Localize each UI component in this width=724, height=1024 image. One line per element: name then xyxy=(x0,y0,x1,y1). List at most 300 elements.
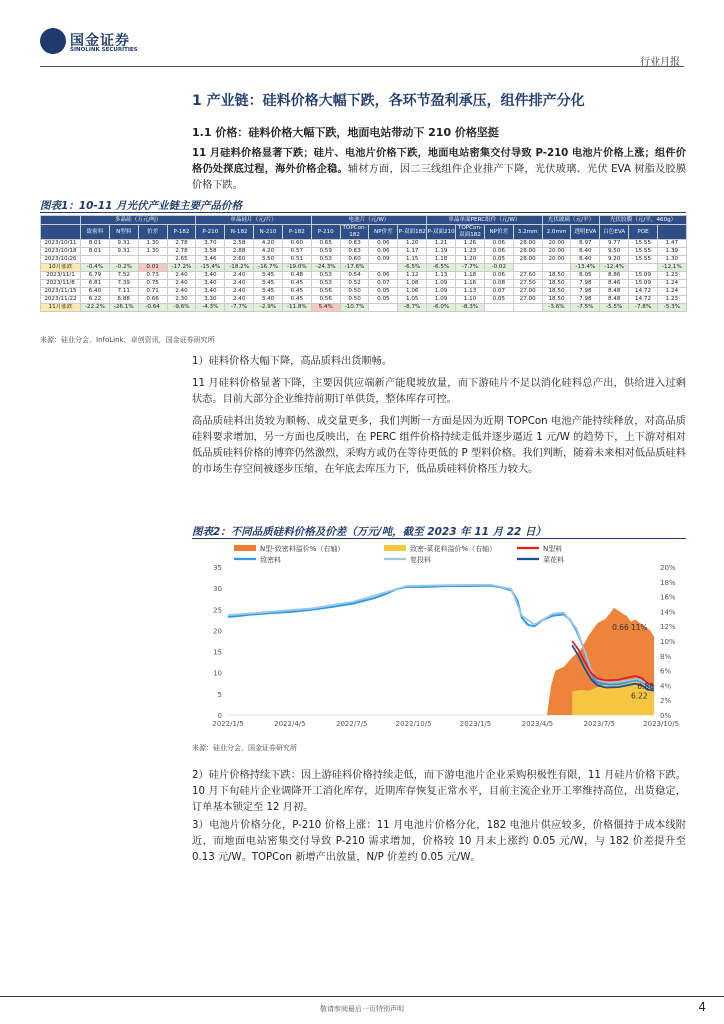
table-cell: 3.40 xyxy=(254,296,283,304)
table-cell xyxy=(109,256,138,264)
table-cell: 1.30 xyxy=(657,256,686,264)
subsection-title: 1.1 价格：硅料价格大幅下跌，地面电站带动下 210 价格坚挺 xyxy=(192,126,499,139)
table-cell: 0.53 xyxy=(311,280,340,288)
y-right-tick-label: 14% xyxy=(660,608,676,617)
table-cell: 8.97 xyxy=(571,240,600,248)
y-left-tick-label: 20 xyxy=(213,627,222,636)
table-cell: 2023/11/8 xyxy=(41,280,81,288)
table-cell: 1.12 xyxy=(398,272,427,280)
table-cell: 7.11 xyxy=(109,288,138,296)
table-cell: 8.46 xyxy=(600,280,629,288)
item3-title: 3）电池片价格分化，P-210 价格上涨： xyxy=(192,820,377,831)
table-cell: 1.24 xyxy=(657,280,686,288)
table-row xyxy=(41,264,687,272)
table-cell: 0.06 xyxy=(484,240,513,248)
table-cell: 2.40 xyxy=(167,280,196,288)
table-row xyxy=(41,272,687,280)
y-left-tick-label: 30 xyxy=(213,585,222,594)
table-cell: 7.98 xyxy=(571,296,600,304)
table-group-header: 电池片（元/W） xyxy=(311,216,426,225)
legend-label: N型-致密料溢价%（右轴） xyxy=(260,545,345,553)
table-cell: 2.30 xyxy=(167,296,196,304)
table-column-header: N型料 xyxy=(109,225,138,240)
table-cell: 9.20 xyxy=(600,256,629,264)
table-cell: 1.18 xyxy=(456,272,485,280)
table-cell: 6.81 xyxy=(81,280,110,288)
table-cell: 7.39 xyxy=(109,280,138,288)
table-group-header: 单晶单面PERC组件（元/W） xyxy=(427,216,542,225)
table-cell: 28.00 xyxy=(513,248,542,256)
table-cell: 3.30 xyxy=(196,296,225,304)
table-cell: 1.16 xyxy=(456,280,485,288)
data-label: 6.22 xyxy=(630,691,648,701)
table-cell: 2.40 xyxy=(167,272,196,280)
table-cell: 1.24 xyxy=(657,288,686,296)
table-cell: 0.60 xyxy=(282,240,311,248)
table-cell xyxy=(81,256,110,264)
table-cell: 3.46 xyxy=(196,256,225,264)
document-type: 行业月报 xyxy=(640,57,680,68)
table-cell: 3.45 xyxy=(254,280,283,288)
table-cell: -6.0% xyxy=(427,304,456,312)
y-left-tick-label: 10 xyxy=(213,669,222,678)
table-cell: 18.50 xyxy=(542,288,571,296)
table-cell: 0.57 xyxy=(282,248,311,256)
table-column-header: 3.2mm xyxy=(513,225,542,240)
table-cell: 0.06 xyxy=(484,272,513,280)
table-cell: 2.40 xyxy=(167,288,196,296)
legend-label: 菜花料 xyxy=(543,556,564,564)
table-cell: 2023/11/15 xyxy=(41,288,81,296)
table-row xyxy=(41,256,687,264)
figure1-divider xyxy=(40,212,686,213)
table-cell: 27.00 xyxy=(513,288,542,296)
table-cell: 1.23 xyxy=(657,272,686,280)
table-cell: 0.75 xyxy=(138,280,167,288)
table-cell: -19.0% xyxy=(282,264,311,272)
table-cell: -0.4% xyxy=(81,264,110,272)
table-cell: -5.5% xyxy=(600,304,629,312)
table-column-header: TOPCon-双面182 xyxy=(456,225,485,240)
table-cell: 6.40 xyxy=(81,288,110,296)
item2-title: 2）硅片价格持续下跌： xyxy=(192,770,301,781)
table-cell: 0.51 xyxy=(282,256,311,264)
table-cell: 8.40 xyxy=(571,248,600,256)
intro-bold: 11 月硅料价格显著下跌；硅片、电池片价格下跌，地面电站密集交付导致 P-210 电池片价格上涨；组件价格仍处探底过程，海外价格企稳。 xyxy=(192,148,686,175)
table-row xyxy=(41,304,687,312)
table-cell: -8.3% xyxy=(456,304,485,312)
table-cell: 28.00 xyxy=(513,256,542,264)
table-cell: -13.4% xyxy=(571,264,600,272)
table-cell: -3.6% xyxy=(542,304,571,312)
data-label: 6.88 xyxy=(637,681,654,691)
figure1-source: 来源：硅业分会、InfoLink、卓创资讯，国金证券研究所 xyxy=(40,336,215,344)
table-cell: -26.1% xyxy=(109,304,138,312)
table-cell: 9.77 xyxy=(600,240,629,248)
table-cell: 2.40 xyxy=(225,272,254,280)
intro-rest: 辅材方面，因二三线组件企业排产下降，光伏玻璃、光伏 EVA 树脂及胶膜价格下跌。 xyxy=(192,164,687,191)
header-divider xyxy=(40,66,684,67)
x-tick-label: 2023/7/5 xyxy=(583,720,615,728)
table-cell: 1.05 xyxy=(398,296,427,304)
table-column-header: N-210 xyxy=(254,225,283,240)
table-cell: 8.01 xyxy=(81,240,110,248)
table-cell: 0.65 xyxy=(311,240,340,248)
table-cell: 1.20 xyxy=(398,240,427,248)
table-cell: 14.72 xyxy=(629,296,658,304)
table-cell: 2.58 xyxy=(225,240,254,248)
table-cell: 15.55 xyxy=(629,256,658,264)
table-cell: -15.4% xyxy=(196,264,225,272)
figure1-title: 图表1：10-11 月光伏产业链主要产品价格 xyxy=(40,200,243,212)
table-column-header: P-182 xyxy=(282,225,311,240)
figure2-source: 来源：硅业分会，国金证券研究所 xyxy=(192,744,297,752)
item2-paragraph xyxy=(192,768,686,816)
price-table-head xyxy=(41,216,687,240)
table-cell xyxy=(629,264,658,272)
y-right-tick-label: 18% xyxy=(660,578,676,587)
table-cell: 1.15 xyxy=(398,256,427,264)
table-group-header: 多晶硅（万元/吨） xyxy=(81,216,196,225)
table-cell: 2023/11/1 xyxy=(41,272,81,280)
table-cell: 10月涨跌 xyxy=(41,264,81,272)
table-cell: -6.5% xyxy=(427,264,456,272)
table-column-header: N-182 xyxy=(225,225,254,240)
table-cell: 8.05 xyxy=(571,272,600,280)
y-left-tick-label: 25 xyxy=(213,606,222,615)
table-cell: 2.78 xyxy=(167,248,196,256)
table-column-header: 透明EVA xyxy=(571,225,600,240)
x-tick-label: 2023/10/5 xyxy=(643,720,680,728)
table-cell: 20.00 xyxy=(542,248,571,256)
y-right-tick-label: 10% xyxy=(660,638,676,646)
table-cell: 0.45 xyxy=(282,296,311,304)
y-right-tick-label: 2% xyxy=(660,697,672,706)
table-cell: -16.7% xyxy=(254,264,283,272)
table-cell: 18.50 xyxy=(542,272,571,280)
section-title: 1 产业链：硅料价格大幅下跌，各环节盈利承压，组件排产分化 xyxy=(192,93,585,109)
table-cell: 0.05 xyxy=(369,296,398,304)
table-group-header-row xyxy=(41,216,687,225)
table-column-header: P-210 xyxy=(196,225,225,240)
table-cell: -2.9% xyxy=(254,304,283,312)
table-cell: 1.17 xyxy=(398,248,427,256)
table-row xyxy=(41,296,687,304)
table-column-header: POE xyxy=(629,225,658,240)
table-cell: -7.8% xyxy=(629,304,658,312)
table-column-header: 价差 xyxy=(138,225,167,240)
table-cell: 6.88 xyxy=(109,296,138,304)
table-cell: 6.79 xyxy=(81,272,110,280)
y-right-tick-label: 8% xyxy=(660,652,672,661)
table-cell: 27.60 xyxy=(513,272,542,280)
table-cell: 0.66 xyxy=(138,296,167,304)
table-cell: -12.4% xyxy=(600,264,629,272)
table-column-header: NP价差 xyxy=(484,225,513,240)
table-cell xyxy=(513,264,542,272)
table-cell: 0.48 xyxy=(282,272,311,280)
table-cell: 3.40 xyxy=(196,272,225,280)
table-cell: 1.26 xyxy=(456,240,485,248)
footer-divider xyxy=(0,996,724,997)
x-tick-label: 2022/1/5 xyxy=(212,720,244,728)
table-column-header: P-双面210 xyxy=(427,225,456,240)
table-column-header: 致密料 xyxy=(81,225,110,240)
table-cell: 1.09 xyxy=(427,296,456,304)
x-tick-label: 2022/7/5 xyxy=(336,720,368,728)
item3-text: 11 月电池片价格分化，182 电池片供应较多，价格僵持于成本线附近，而地面电站密集交付导致 P-210 需求增加，价格较 10 月末上涨约 0.05 元/W，与 182 价差提升至 0.13 元/W。TOPCon 新增产出放量，N/P 价差约 0.05 元/W。 xyxy=(192,820,686,863)
table-row xyxy=(41,280,687,288)
table-cell: 0.05 xyxy=(484,296,513,304)
table-cell: 7.52 xyxy=(109,272,138,280)
table-cell: 0.63 xyxy=(340,248,369,256)
item1-paragraph1: 11 月硅料价格显著下降，主要因供应端新产能爬坡放量，而下游硅片不足以消化硅料总产出，供给进入过剩状态。目前大部分企业维持前期订单供货，整体库存可控。 xyxy=(192,378,686,405)
table-cell: 0.06 xyxy=(369,248,398,256)
table-cell: -7.7% xyxy=(456,264,485,272)
intro-paragraph xyxy=(192,146,686,194)
table-column-header: P-210 xyxy=(311,225,340,240)
table-cell: 1.47 xyxy=(657,240,686,248)
table-cell: 3.40 xyxy=(196,288,225,296)
table-cell: 0.45 xyxy=(282,280,311,288)
table-cell: 1.39 xyxy=(657,248,686,256)
table-cell: 0.09 xyxy=(369,256,398,264)
table-cell: 2.65 xyxy=(167,256,196,264)
table-cell: 1.06 xyxy=(398,288,427,296)
table-cell: -8.7% xyxy=(398,304,427,312)
table-cell: 2.40 xyxy=(225,288,254,296)
table-cell: -9.6% xyxy=(167,304,196,312)
y-right-tick-label: 20% xyxy=(660,564,676,572)
legend-swatch xyxy=(384,545,406,551)
table-column-header: P-双面182 xyxy=(398,225,427,240)
table-cell: -12.1% xyxy=(657,264,686,272)
table-cell: 11月涨跌 xyxy=(41,304,81,312)
silicon-price-chart xyxy=(192,541,686,741)
table-cell: 1.13 xyxy=(427,272,456,280)
x-tick-label: 2022/10/5 xyxy=(395,720,432,728)
table-cell: -0.02 xyxy=(484,264,513,272)
table-group-header: 单晶硅片（元/片） xyxy=(196,216,311,225)
table-cell: 0.63 xyxy=(340,240,369,248)
table-cell: 1.09 xyxy=(427,280,456,288)
table-cell: -7.7% xyxy=(225,304,254,312)
table-cell: 0.52 xyxy=(340,280,369,288)
data-label: 11% xyxy=(630,622,648,632)
price-table-body xyxy=(41,240,687,312)
table-cell: 1.20 xyxy=(456,256,485,264)
table-group-header: 光伏胶膜（元/平，460g） xyxy=(600,216,687,225)
table-cell: 0.07 xyxy=(484,288,513,296)
table-cell: 4.20 xyxy=(254,240,283,248)
item2-text: 因上游硅料价格持续走低，而下游电池片企业采购积极性有限，11 月硅片价格下跌。10 月下旬硅片企业调降开工消化库存，近期库存恢复正常水平，目前主流企业开工率维持高位，出货稳定，订单基本锁定至 12 月初。 xyxy=(192,770,687,813)
y-left-tick-label: 0 xyxy=(217,712,222,720)
table-cell: 5.4% xyxy=(311,304,340,312)
table-cell: 1.09 xyxy=(427,288,456,296)
table-column-header-row xyxy=(41,225,687,240)
table-cell: 20.00 xyxy=(542,256,571,264)
table-cell: 1.13 xyxy=(456,288,485,296)
table-cell: -22.2% xyxy=(81,304,110,312)
table-cell: -17.2% xyxy=(167,264,196,272)
table-cell: 15.09 xyxy=(629,272,658,280)
table-cell: -0.64 xyxy=(138,304,167,312)
table-cell: -24.3% xyxy=(311,264,340,272)
table-cell: 3.40 xyxy=(196,280,225,288)
table-cell: 18.50 xyxy=(542,280,571,288)
table-cell: 27.50 xyxy=(513,280,542,288)
table-cell: 3.70 xyxy=(196,240,225,248)
price-table xyxy=(40,215,687,312)
table-cell: 1.23 xyxy=(657,296,686,304)
table-cell: 2023/10/11 xyxy=(41,240,81,248)
table-row xyxy=(41,248,687,256)
table-cell: 0.53 xyxy=(311,256,340,264)
table-cell: 0.73 xyxy=(138,272,167,280)
table-cell: 0.05 xyxy=(369,288,398,296)
table-cell: 0.01 xyxy=(138,264,167,272)
table-cell: 9.31 xyxy=(109,240,138,248)
table-cell: 0.06 xyxy=(369,240,398,248)
x-tick-label: 2023/1/5 xyxy=(459,720,492,728)
figure2-divider xyxy=(192,538,686,539)
table-cell: 2.40 xyxy=(225,296,254,304)
table-cell: 2023/10/18 xyxy=(41,248,81,256)
table-cell: 3.45 xyxy=(254,272,283,280)
table-cell: 7.98 xyxy=(571,280,600,288)
table-cell: 8.48 xyxy=(600,296,629,304)
table-cell xyxy=(369,304,398,312)
table-column-header: NP价差 xyxy=(369,225,398,240)
table-cell: 1.30 xyxy=(138,248,167,256)
table-cell: 2.40 xyxy=(225,280,254,288)
table-cell: 0.45 xyxy=(282,288,311,296)
table-cell: -0.2% xyxy=(109,264,138,272)
legend-label: 致密-菜花料溢价%（右轴） xyxy=(410,545,497,553)
table-cell: 14.72 xyxy=(629,288,658,296)
table-cell: 0.50 xyxy=(340,296,369,304)
table-group-header xyxy=(41,216,81,225)
table-row xyxy=(41,288,687,296)
table-column-header: 白色EVA xyxy=(600,225,629,240)
y-right-tick-label: 0% xyxy=(660,712,672,720)
table-cell: 0.60 xyxy=(340,256,369,264)
table-cell: -11.8% xyxy=(282,304,311,312)
x-tick-label: 2022/4/5 xyxy=(274,720,306,728)
table-cell: 1.21 xyxy=(427,240,456,248)
table-cell: 0.07 xyxy=(369,280,398,288)
table-cell: 2.60 xyxy=(225,256,254,264)
table-cell: 18.50 xyxy=(542,296,571,304)
table-column-header: P-182 xyxy=(167,225,196,240)
table-cell: -5.3% xyxy=(657,304,686,312)
table-cell xyxy=(513,304,542,312)
table-cell: 9.50 xyxy=(600,248,629,256)
table-cell: 20.00 xyxy=(542,240,571,248)
legend-label: 致密料 xyxy=(260,556,281,564)
table-cell: 15.55 xyxy=(629,240,658,248)
table-row xyxy=(41,240,687,248)
table-cell: 1.08 xyxy=(398,280,427,288)
table-cell: 0.50 xyxy=(340,288,369,296)
table-cell: 0.71 xyxy=(138,288,167,296)
company-logo-icon xyxy=(40,28,66,54)
legend-label: 复投料 xyxy=(410,556,431,564)
table-cell: 1.18 xyxy=(427,256,456,264)
table-cell: 0.05 xyxy=(484,256,513,264)
table-cell: 3.58 xyxy=(196,248,225,256)
table-cell: 1.19 xyxy=(427,248,456,256)
table-cell: 8.40 xyxy=(571,256,600,264)
table-cell: -6.5% xyxy=(398,264,427,272)
table-cell: 4.20 xyxy=(254,248,283,256)
item3-paragraph xyxy=(192,818,686,866)
company-logo-en: SINOLINK SECURITIES xyxy=(70,47,138,53)
table-cell xyxy=(484,304,513,312)
table-cell: 8.48 xyxy=(600,288,629,296)
table-cell: 0.08 xyxy=(484,280,513,288)
table-cell: 2023/11/22 xyxy=(41,296,81,304)
table-cell: -7.5% xyxy=(571,304,600,312)
table-cell: 15.55 xyxy=(629,248,658,256)
y-left-tick-label: 35 xyxy=(213,564,222,572)
table-column-header: 2.0mm xyxy=(542,225,571,240)
table-column-header: TOPCon-182 xyxy=(340,225,369,240)
item1-paragraph2: 高品质硅料出货较为顺畅、成交量更多，我们判断一方面是因为近期 TOPCon 电池产能持续释放，对高品质硅料要求增加，另一方面也反映出，在 PERC 组件价格持续走低并逐步逼近 1 元/W 的趋势下，上下游对相对低品质硅料价格的博弈仍然激烈，采购方或仍在等待更低的 P 型料价格。我们判断，随着未来相对低品质硅料的市场生存空间被逐步压缩，在年底去库压力下，低品质硅料价格压力较大。 xyxy=(192,416,686,475)
x-tick-label: 2023/4/5 xyxy=(521,720,554,728)
table-cell: -18.2% xyxy=(225,264,254,272)
table-cell: 1.23 xyxy=(456,248,485,256)
table-cell xyxy=(138,256,167,264)
y-right-tick-label: 6% xyxy=(660,667,672,676)
table-cell: -4.3% xyxy=(196,304,225,312)
table-cell: -17.6% xyxy=(340,264,369,272)
y-left-tick-label: 5 xyxy=(217,690,222,699)
table-cell: 2.88 xyxy=(225,248,254,256)
table-cell: 28.00 xyxy=(513,240,542,248)
table-cell: 1.10 xyxy=(456,296,485,304)
table-cell: 7.98 xyxy=(571,288,600,296)
table-cell: 8.86 xyxy=(600,272,629,280)
table-cell xyxy=(369,264,398,272)
table-cell: 0.56 xyxy=(311,288,340,296)
page-number: 4 xyxy=(698,1000,706,1014)
table-cell: 0.59 xyxy=(311,248,340,256)
table-cell: 2.78 xyxy=(167,240,196,248)
table-cell: 0.56 xyxy=(311,296,340,304)
table-cell: 3.50 xyxy=(254,256,283,264)
table-cell: 15.09 xyxy=(629,280,658,288)
y-right-tick-label: 16% xyxy=(660,593,676,602)
company-logo-cn: 国金证券 xyxy=(70,33,130,49)
table-cell: 0.06 xyxy=(369,272,398,280)
table-cell: 2023/10/26 xyxy=(41,256,81,264)
table-cell: 0.54 xyxy=(340,272,369,280)
data-label: 0.66 xyxy=(612,622,629,632)
table-cell: 6.22 xyxy=(81,296,110,304)
table-column-header xyxy=(41,225,81,240)
table-cell: 9.31 xyxy=(109,248,138,256)
table-cell: -10.7% xyxy=(340,304,369,312)
table-column-header xyxy=(657,225,686,240)
legend-swatch xyxy=(234,545,256,551)
table-cell: 1.30 xyxy=(138,240,167,248)
y-right-tick-label: 4% xyxy=(660,682,672,691)
legend-label: N型料 xyxy=(543,545,563,553)
footer-disclaimer: 敬请参阅最后一页特别声明 xyxy=(320,1005,404,1013)
table-cell: 3.45 xyxy=(254,288,283,296)
table-group-header: 光伏玻璃（元/平） xyxy=(542,216,600,225)
